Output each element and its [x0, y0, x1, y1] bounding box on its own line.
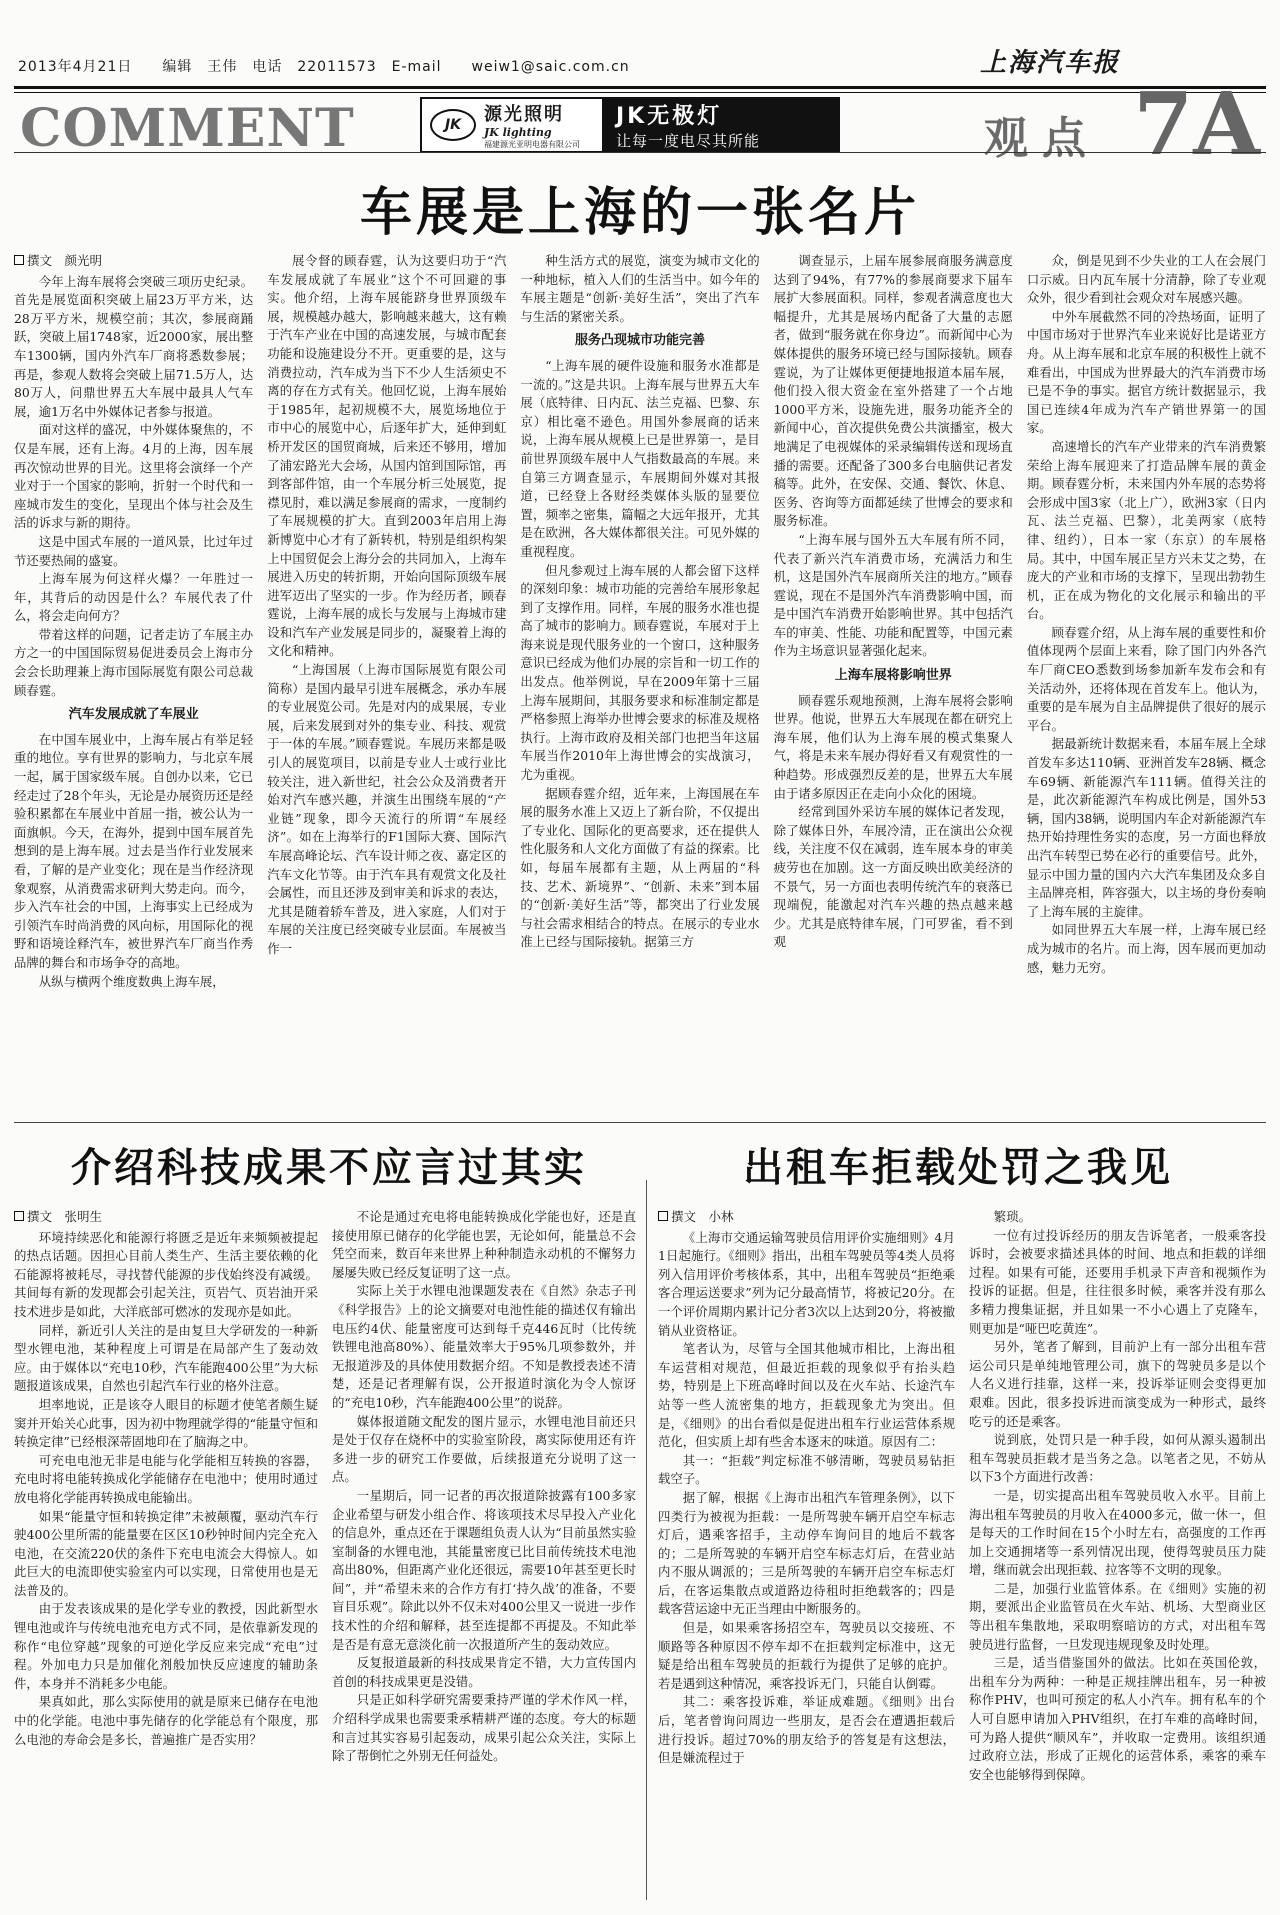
article-column: [332, 1208, 636, 1904]
ad-brand-en: JK lighting: [484, 126, 552, 139]
paragraph: 从纵与横两个维度数典上海车展，: [38, 973, 225, 989]
ad-brand-cn: 源光照明: [484, 104, 564, 125]
paragraph: “上海国展（上海市国际展览有限公司简称）是国内最早引进车展概念，承办车展的专业展览公司。先是对内的成果展，专业展，后来发展到对外的集专业、科技、观赏于一体的车展。”顾春霆说。车展历来都是吸引人的展览项目，以前是专业人士或行业比较关注，进入新世纪，社会公众及消费者开始对汽车感兴趣，并演生出围绕车展的“产业链”现象，即今天流行的所谓“车展经济”。如在上海举行的F1国际大赛、国际汽车展高峰论坛、汽车设计师之夜、嘉定区的汽车文化节等。由于汽车具有观赏文化及社会属性，而且还涉及到审美和诉求的表达，尤其是随着轿车普及，进入家庭，人们对于车展的关注度已经突破专业层面。车展被当作一: [267, 662, 507, 956]
ad-slogan-area: [602, 99, 838, 151]
article-column: [14, 1208, 318, 1904]
paragraph: 众，倒是见到不少失业的工人在会展门口示威。日内瓦车展十分清静，除了专业观众外，很少看到社会观众对车展感兴趣。: [1026, 253, 1267, 306]
paragraph: “上海车展的硬件设施和服务水准都是一流的。”这是共识。上海车展与世界五大车展（底特律、日内瓦、法兰克福、巴黎、东京）相比毫不逊色。用国外参展商的话来说，上海车展从规模上已是世界第一，是目前世界顶级车展中人气指数最高的车展。来自第三方调查显示，车展期间外媒对其报道，已经登上各财经类媒体头版的显要位置，频率之密集，篇幅之大远年报开，尤其是在欧洲，各大媒体都很关注。可见外媒的重视程度。: [520, 357, 760, 559]
subheading: 服务凸现城市功能完善: [575, 333, 706, 349]
paragraph: 顾春霆乐观地预测，上海车展将会影响世界。他说，世界五大车展现在都在研究上海车展，他们认为上海车展的模式集聚人气，将是未来车展办得好看又有观赏性的一种趋势。形成强烈反差的是，世界五大车展由于诸多原因正在走向小众化的困境。: [773, 692, 1013, 801]
paragraph: 同样，新近引人关注的是由复旦大学研发的一种新型水锂电池，某种程度上可谓是在局部产生了轰动效应。由于媒体以“充电10秒，汽车能跑400公里”为大标题报道该成果，自然也引起汽车行业的格外注意。: [14, 1322, 318, 1394]
section-name: 观点: [984, 113, 1100, 164]
paragraph: 面对这样的盛况，中外媒体聚焦的，不仅是车展，还有上海。4月的上海，因车展再次惊动世界的目光。这里将会演绎一个产业对于一个国家的影响，折射一个时代和一座城市发生的变化，呈现出个体与社会及生活的诉求与新的期待。: [14, 422, 254, 531]
paragraph: 其二：乘客投诉难，举证成难题。《细则》出台后，笔者曾询问周边一些朋友，是否会在遭遇拒载后进行投诉。超过70%的朋友给予的答复是有这想法，但是嫌流程过于: [658, 1694, 955, 1766]
byline: [14, 252, 253, 271]
advertisement-banner[interactable]: [420, 97, 840, 153]
paragraph: 一星期后，同一记者的再次报道除披露有100多家企业希望与研发小组合作、将该项技术尽早投入产业化的信息外，重点还在于课题组负责人认为“目前虽然实验室制备的水锂电池，其能量密度已比目前传统技术电池高出80%，但距离产业化还很远，需要10年甚至更长时间”，并“希望未来的合作方有打‘持久战’的准备，不要盲目乐观”。除此以外不仅未对400公里又一说进一步作技术性的介绍和解释，甚至连提都不再提及。不知此举是否是有意无意淡化前一次报道所产生的轰动效应。: [332, 1487, 636, 1652]
section-label-comment: COMMENT: [20, 98, 355, 159]
ad-slogan-title: JK无极灯: [616, 104, 723, 129]
paragraph: 反复报道最新的科技成果肯定不错，大力宣传国内首创的科技成果更是没错。: [332, 1655, 636, 1689]
byline-author: 小林: [708, 1209, 734, 1224]
paragraph: 一是，切实提高出租车驾驶员收入水平。目前上海出租车驾驶员的月收入在4000多元，做一休一，但是每天的工作时间在15个小时左右，高强度的工作再加上交通拥堵等一系列情况出现，使得驾驶员压力陡增，继而就会出现拒载、拉客等不文明的现象。: [969, 1487, 1266, 1578]
byline-label: 撰文: [27, 1209, 53, 1224]
paragraph: 高速增长的汽车产业带来的汽车消费繁荣给上海车展迎来了打造品牌车展的黄金期。顾春霆分析，未来国内外车展的态势将会形成中国3家（北上广），欧洲3家（日内瓦、法兰克福、巴黎），北美两家（底特律、纽约），日本一家（东京）的车展格局。其中，中国车展正呈方兴未艾之势，在庞大的产业和市场的支撑下，呈现出勃勃生机，正在成为物化的文化展示和输出的平台。: [1026, 438, 1267, 622]
byline-author: 颜光明: [64, 253, 103, 268]
paragraph: 一位有过投诉经历的朋友告诉笔者，一般乘客投诉时，会被要求描述具体的时间、地点和拒载的详细过程。如果有可能，还要用手机录下声音和视频作为投诉的证据。但是，往往很多时候，乘客并没有那么多精力搜集证据，并且如果一不小心遇上了克隆车，则更加是“哑巴吃黄连”。: [969, 1227, 1266, 1336]
paragraph: 上海车展为何这样火爆？一年胜过一年，其背后的动因是什么？车展代表了什么，将会走向何方？: [14, 571, 254, 624]
byline-square-icon: [14, 255, 24, 265]
article-column: [969, 1208, 1266, 1904]
paragraph: “上海车展与国外五大车展有所不同，代表了新兴汽车消费市场，充满活力和生机，这是国外汽车展商所关注的地方。”顾春霆说，现在不是国外汽车消费影响中国，而是中国汽车消费开始影响世界。其中包括汽车的审美、性能、功能和配置等，中国元素作为主场意识显著强化起来。: [773, 531, 1013, 659]
paragraph: 环境持续恶化和能源行将匮乏是近年来频频被提起的热点话题。因担心目前人类生产、生活主要依赖的化石能源将被耗尽，寻找替代能源的步伐始终没有减缓。其间每有新的发现都会引起关注，页岩气、页岩油开采技术进步是如此，大洋底部可燃冰的发现亦是如此。: [14, 1229, 318, 1319]
paragraph: 《上海市交通运输驾驶员信用评价实施细则》4月1日起施行。《细则》指出，出租车驾驶员等4类人员将列入信用评价考核体系，其中，出租车驾驶员“拒绝乘客合理运送要求”列为记分最高情节，将被记20分。在一个评价周期内累计记分者3次以上达到20分，将被撤销从业资格证。: [658, 1229, 955, 1338]
article-divider-vertical: [646, 1180, 647, 1900]
page-number: 7A: [1133, 74, 1260, 175]
subheading: 上海车展将影响世界: [834, 668, 952, 684]
paragraph: 不论是通过充电将电能转换成化学能也好，还是直接使用原已储存的化学能也罢，无论如何，能量总不会凭空而来，数百年来世界上种种制造永动机的不懈努力屡屡失败已经反复证明了这一点。: [332, 1209, 636, 1280]
paragraph: 这是中国式车展的一道风景，比过年过节还要热闹的盛宴。: [14, 533, 254, 568]
paragraph: 调查显示，上届车展参展商服务满意度达到了94%，有77%的参展商要求下届车展扩大参展面积。同样，参观者满意度也大幅提升，尤其是展场内配备了大量的志愿者，做到“服务就在你身边”。而新闻中心为媒体提供的服务环境已经与国际接轨。顾春霆说，为了让媒体更便捷地报道本届车展，他们投入很大资金在室外搭建了一个占地1000平方米，设施先进，服务功能齐全的新闻中心，首次提供免费公共演播室，极大地满足了电视媒体的采录编辑传送和现场直播的需要。还配备了300多台电脑供记者发稿等。此外，在安保、交通、餐饮、休息、医务、咨询等方面都延续了世博会的要求和服务标准。: [773, 253, 1013, 529]
paragraph: 说到底，处罚只是一种手段，如何从源头遏制出租车驾驶员拒载才是当务之急。以笔者之见，不妨从以下3个方面进行改善：: [969, 1432, 1266, 1485]
byline-author: 张明生: [64, 1209, 103, 1224]
paragraph: 实际上关于水锂电池课题发表在《自然》杂志子刊《科学报告》上的论文摘要对电池性能的描述仅有输出电压约4伏、能量密度可达到每千克446瓦时（比传统铁锂电池高80%）、能量效率大于95%几项参数外，并无报道涉及的具体使用数据介绍。不知是教授表述不清楚，还是记者理解有误，公开报道时演化为令人惊讶的“充电10秒，汽车能跑400公里”的说辞。: [332, 1283, 636, 1410]
paragraph: 可充电电池无非是电能与化学能相互转换的容器，充电时将电能转换成化学能储存在电池中；使用时通过放电将化学能再转换成电能输出。: [14, 1452, 318, 1505]
paragraph: 三是，适当借鉴国外的做法。比如在英国伦敦，出租车分为两种：一种是正规挂牌出租车，另一种被称作PHV，也叫可预定的私人小汽车。拥有私车的个人可自愿申请加入PHV组织，在打车难的高峰时间，可为路人提供“顺风车”，并收取一定费用。该组织通过政府立法，形成了正规化的运营体系，乘客的乘车安全也能够得到保障。: [969, 1655, 1266, 1782]
byline-label: 撰文: [27, 253, 53, 268]
ad-brand-block: [484, 100, 580, 150]
article-right: [658, 1208, 1266, 1904]
paragraph: 坦率地说，正是该夺人眼目的标题才使笔者颇生疑窦并开始关心此事，因为初中物理就学得的“能量守恒和转换定律”已经根深蒂固地印在了脑海之中。: [14, 1396, 318, 1450]
headline-main: 车展是上海的一张名片: [359, 182, 920, 243]
headline-left: 介绍科技成果不应言过其实: [71, 1144, 587, 1191]
article-column: [14, 252, 253, 1110]
paragraph: 在中国车展业中，上海车展占有举足轻重的地位。享有世界的影响力，与北京车展一起，属于国家级车展。自创办以来，它已经走过了28个年头，无论是办展资历还是经验积累都在车展业中首屈一指，被公认为一面旗帜。今天，在海外，提到中国车展首先想到的是上海车展。过去是当作行业发展来看，了解的是产业变化；现在是当作经济现象观察，从消费需求研判大势走向。而今，步入汽车社会的中国，上海事实上已经成为引领汽车时尚消费的风向标，用国际化的视野和语境诠释汽车，被世界汽车厂商当作秀品牌的舞台和市场争夺的高地。: [14, 731, 254, 970]
jk-logo-icon: JK: [430, 109, 476, 141]
paragraph: 媒体报道随文配发的图片显示，水锂电池目前还只是处于仅存在烧杯中的实验室阶段，离实际使用还有许多进一步的研究工作要做，后续报道充分说明了这一点。: [332, 1413, 636, 1485]
byline: [658, 1208, 955, 1227]
article-left: [14, 1208, 636, 1904]
byline-label: 撰文: [671, 1209, 697, 1224]
header-bottom-rule: [14, 152, 1266, 153]
paragraph: 由于发表该成果的是化学专业的教授，因此新型水锂电池或许与传统电池充电方式不同，是依靠新发现的称作“电位穿越”现象的可逆化学反应来完成“充电”过程。外加电力只是加催化剂般加快反应速度的辅助条件，本身并不消耗多少电能。: [14, 1601, 318, 1691]
headline-right: 出租车拒载处罚之我见: [743, 1144, 1173, 1191]
paragraph: 据了解，根据《上海市出租汽车管理条例》，以下四类行为被视为拒载：一是所驾驶车辆开启空车标志灯后，遇乘客招手，主动停车询问目的地后不载客的；二是所驾驶的车辆开启空车标志灯后，在营业站内不服从调派的；三是所驾驶的车辆开启空车标志灯后，在客运集散点或道路边待租时拒绝载客的；四是载客营运途中无正当理由中断服务的。: [658, 1489, 955, 1617]
subheading: 汽车发展成就了车展业: [68, 707, 199, 723]
byline-square-icon: [14, 1211, 24, 1221]
paragraph: 种生活方式的展览，演变为城市文化的一种地标，植入人们的生活当中。如今年的车展主题是“创新·美好生活”，突出了汽车与生活的紧密关系。: [520, 253, 760, 324]
ad-brand-area: [422, 99, 602, 151]
header-rule-thin: [14, 92, 1266, 93]
paragraph: 今年上海车展将会突破三项历史纪录。首先是展览面积突破上届23万平方米，达28万平方米，规模空前；其次，参展商踊跃，突破上届1748家，近2000家，展出整车1300辆，国内外汽车厂商将悉数参展；再是，参观人数将会突破上届71.5万人，达80万人，问鼎世界五大车展中最具人气车展，逾1万名中外媒体记者参与报道。: [14, 273, 254, 419]
paragraph: 如同世界五大车展一样，上海车展已经成为城市的名片。而上海，因车展而更加动感，魅力无穷。: [1026, 922, 1267, 975]
paragraph: 笔者认为，尽管与全国其他城市相比，上海出租车运营相对规范，但最近拒载的现象似乎有抬头趋势，特别是上下班高峰时间以及在火车站、长途汽车站等一些人流密集的地方，拒载现象尤为突出。但是，《细则》的出台看似是促进出租车行业运营体系规范化，但实质上却有些舍本逐末的味道。原因有二：: [658, 1341, 955, 1450]
date-editor-line: 2013年4月21日 编辑 王伟 电话 22011573 E-mail weiw1@saic.com.cn: [18, 59, 630, 75]
paragraph: 据最新统计数据来看，本届车展上全球首发车多达110辆、亚洲首发车28辆、概念车69辆、新能源汽车111辆。值得关注的是，此次新能源汽车构成比例是，国外53辆，国内38辆，说明国内车企对新能源汽车热开始持理性务实的态度，另一方面也释放出汽车转型已势在必行的重要信号。此外，显示中国力量的国内六大汽车集团及众多自主品牌亮相，阵容强大，以主场的身份奏响了上海车展的主旋律。: [1026, 736, 1267, 919]
article-column: [520, 252, 759, 1110]
byline-square-icon: [658, 1211, 668, 1221]
article-divider-horizontal: [14, 1122, 1266, 1123]
paragraph: 另外，笔者了解到，目前沪上有一部分出租车营运公司只是单纯地管理公司，旗下的驾驶员多是以个人名义进行挂靠，这样一来，投诉举证则会变得更加艰难。因此，很多投诉进而演变成为一种形式，最终吃亏的还是乘客。: [969, 1339, 1266, 1429]
paragraph: 顾春霆介绍，从上海车展的重要性和价值体现两个层面上来看，除了国门内外各汽车厂商CEO悉数到场参加新车发布会和有关活动外，还将体现在首发车上。他认为，重要的是车展为自主品牌提供了很好的展示平台。: [1026, 624, 1267, 733]
paragraph: 其一：“拒载”判定标准不够清晰，驾驶员易钻拒载空子。: [658, 1452, 955, 1487]
byline: [14, 1208, 318, 1227]
paragraph: 但是，如果乘客扬招空车，驾驶员以交接班、不顺路等各种原因不停车却不在拒载判定标准中，这无疑是给出租车驾驶员的拒载行为提供了足够的庇护。若是遇到这种情况，乘客投诉无门，只能自认倒霉。: [658, 1620, 955, 1691]
article-column: [774, 252, 1013, 1110]
paragraph: 如果“能量守恒和转换定律”未被颠覆，驱动汽车行驶400公里所需的能量要在区区10秒钟时间内完全充入电池，在交流220伏的条件下充电电流会大得惊人。如此巨大的电流即使实验室内可以实现，日常使用也是无法普及的。: [14, 1508, 318, 1598]
paragraph: 中外车展截然不同的冷热场面，证明了中国市场对于世界汽车业来说好比是诺亚方舟。从上海车展和北京车展的积极性上就不难看出，中国成为世界最大的汽车消费市场已是不争的事实。据官方统计数据显示，我国已连续4年成为汽车产销世界第一的国家。: [1026, 308, 1267, 436]
article-column: [658, 1208, 955, 1904]
paragraph: 展令督的顾春霆，认为这要归功于“汽车发展成就了车展业”这个不可回避的事实。他介绍，上海车展能跻身世界顶级车展，规模越办越大，影响越来越大，这有赖于汽车产业在中国的高速发展，与城市配套功能和设施建设分不开。更重要的是，这与消费拉动，汽车成为当下不少人生活须史不离的存在方式有关。他回忆说，上海车展始于1985年，起初规模不大，展览场地位于市中心的展览中心，后逐年扩大，延伸到虹桥开发区的国贸商城，后来还不够用，增加了浦宏路光大会场，从国内馆到国际馆，再到客部件馆，由一个车展分析三处展览，捉襟见肘，难以满足参展商的需求，一度制约了车展规模的扩大。直到2003年启用上海新博览中心才有了新转机，特别是组织构架上中国贸促会上海分会的共同加入，上海车展进入历史的转折期，开始向国际顶级车展进军迈出了坚实的一步。作为经历者，顾春霆说，上海车展的成长与发展与上海城市建设和汽车产业发展是同步的，凝聚着上海的文化和精神。: [267, 253, 507, 659]
paragraph: 繁琐。: [993, 1209, 1031, 1224]
paragraph: 据顾春霆介绍，近年来，上海国展在车展的服务水准上又迈上了新台阶，不仅提出了专业化、国际化的更高要求，还在提供人性化服务和人文化方面做了有益的探索。比如，每届车展都有主题，从上两届的“科技、艺术、新境界”、“创新、未来”到本届的“创新·美好生活”等，都突出了行业发展与社会需求相结合的特点。在展示的专业水准上已经与国际接轨。据第三方: [520, 785, 760, 950]
article-main: [14, 252, 1266, 1110]
paragraph: 但凡参观过上海车展的人都会留下这样的深刻印象：城市功能的完善给车展形象起到了支撑作用。同样，车展的服务水准也提高了城市的影响力。顾春霆说，车展对于上海来说是现代服务业的一个窗口，这种服务意识已经成为他们办展的宗旨和一切工作的出发点。他举例说，早在2009年第十三届上海车展期间，其服务要求和标准制定都是严格参照上海举办世博会要求的标准及规格执行。上海市政府及相关部门也把当年这届车展当作2010年上海世博会的实战演习，尤为重视。: [520, 562, 760, 783]
header-rule: [14, 86, 1266, 89]
paragraph: 经常到国外采访车展的媒体记者发现，除了媒体日外，车展冷清，正在演出公众视线，关注度不仅在减弱，连车展本身的审美疲劳也在加剧。这一方面反映出欧美经济的不景气，另一方面也表明传统汽车的衰落已现端倪，能激起对汽车兴趣的热点越来越少。尤其是底特律车展，门可罗雀，看不到观: [773, 804, 1013, 950]
paragraph: 只是正如科学研究需要秉持严谨的学术作风一样，介绍科学成果也需要秉承精耕严谨的态度。夸大的标题和言过其实容易引起轰动，成果引起公众关注，实际上除了帮倒忙之外别无任何益处。: [332, 1692, 636, 1764]
paragraph: 带着这样的问题，记者走访了车展主办方之一的中国国际贸易促进委员会上海市分会会长助理兼上海市国际展览有限公司总裁顾春霆。: [14, 626, 254, 698]
paragraph: 果真如此，那么实际使用的就是原来已储存在电池中的化学能。电池中事先储存的化学能总有个限度，那么电池的寿命会是多长，普遍推广是否实用？: [14, 1694, 318, 1747]
ad-company: 福建源光亚明电器有限公司: [484, 140, 580, 149]
paragraph: 二是，加强行业监管体系。在《细则》实施的初期，要派出企业监管员在火车站、机场、大型商业区等出租车集散地，采取明察暗访的方式，对出租车驾驶员进行监督，一旦发现违规现象及时处理。: [969, 1580, 1266, 1652]
paper-name-logo: 上海汽车报: [979, 48, 1120, 78]
article-column: [1027, 252, 1266, 1110]
ad-slogan: 让每一度电尽其所能: [616, 132, 761, 150]
article-column: [267, 252, 506, 1110]
